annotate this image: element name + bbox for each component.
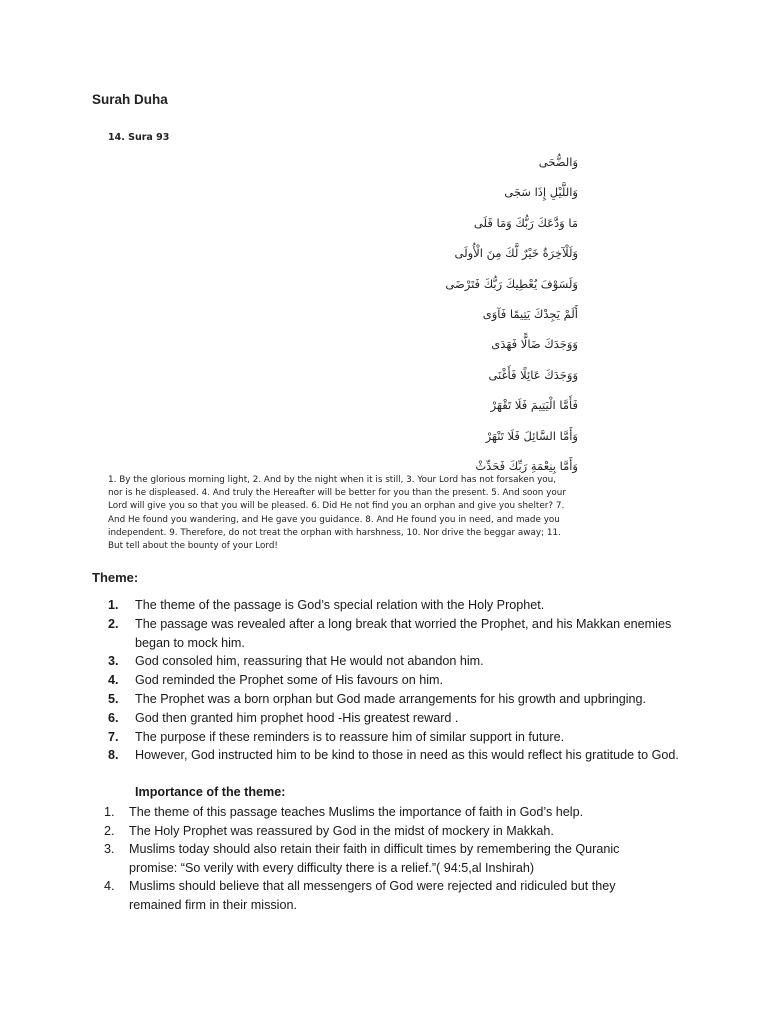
theme-list [108, 596, 698, 765]
theme-item [108, 615, 698, 653]
arabic-verses [178, 150, 578, 484]
item-text: God then granted him prophet hood -His greatest reward . [135, 710, 459, 725]
item-number: 3. [108, 654, 119, 669]
item-number: 1. [108, 598, 119, 612]
item-text: The passage was revealed after a long break that worried the Prophet, and his Makkan enemies began to mock him. [135, 616, 672, 650]
arabic-verse: وَاللَّيْلِ إِذَا سَجَى [504, 185, 578, 200]
page-title: Surah Duha [92, 92, 168, 107]
translation-paragraph: 1. By the glorious morning light, 2. And by the night when it is still, 3. Your Lord has not forsaken you, nor is he displeased. 4. And truly the Hereafter will be better for you than the present. 5. And soon your Lord will give you so that you will be pleased. 6. Did He not find you an orphan and give you shelter? 7. And He found you wandering, and He gave you guidance. 8. And He found you in need, and made you independent. 9. Therefore, do not treat the orphan with harshness, 10. Nor drive the beggar away; 11. But tell about the bounty of your Lord! [108, 475, 566, 552]
item-number: 2. [108, 616, 119, 631]
arabic-verse: فَأَمَّا الْيَتِيمَ فَلَا تَقْهَرْ [490, 398, 578, 413]
arabic-verse: وَلَسَوْفَ يُعْطِيكَ رَبُّكَ فَتَرْضَى [445, 276, 578, 291]
item-text: God consoled him, reassuring that He would not abandon him. [135, 654, 484, 669]
item-number: 1. [104, 805, 115, 819]
item-text: God reminded the Prophet some of His favours on him. [135, 673, 443, 688]
item-number: 6. [108, 710, 119, 725]
theme-item [108, 690, 698, 709]
theme-item [108, 652, 698, 671]
theme-item [108, 709, 698, 728]
arabic-verse: أَلَمْ يَجِدْكَ يَتِيمًا فَآوَى [482, 306, 578, 321]
importance-item [104, 840, 664, 877]
item-number: 3. [104, 842, 115, 857]
item-text: The Holy Prophet was reassured by God in the midst of mockery in Makkah. [129, 823, 554, 838]
item-number: 4. [104, 879, 115, 894]
theme-heading: Theme: [92, 570, 139, 585]
arabic-verse: وَالضُّحَى [538, 155, 578, 169]
sura-reference: 14. Sura 93 [108, 132, 170, 143]
item-text: However, God instructed him to be kind to those in need as this would reflect his gratitude to God. [135, 748, 679, 763]
arabic-verse: وَوَجَدَكَ ضَالًّا فَهَدَى [491, 337, 578, 352]
arabic-verse: مَا وَدَّعَكَ رَبُّكَ وَمَا قَلَى [473, 215, 578, 230]
importance-list [104, 803, 664, 915]
theme-item [108, 728, 698, 747]
item-text: Muslims should believe that all messengers of God were rejected and ridiculed but they remained firm in their mission. [129, 879, 616, 912]
item-number: 5. [108, 691, 119, 706]
item-number: 8. [108, 748, 119, 763]
item-text: The Prophet was a born orphan but God made arrangements for his growth and upbringing. [135, 691, 647, 706]
importance-item [104, 803, 664, 822]
importance-item [104, 877, 664, 914]
item-number: 2. [104, 823, 115, 838]
item-text: The theme of this passage teaches Muslims the importance of faith in God’s help. [129, 805, 584, 819]
importance-item [104, 822, 664, 841]
theme-item [108, 671, 698, 690]
arabic-verse: وَوَجَدَكَ عَائِلًا فَأَغْنَى [488, 367, 578, 382]
arabic-verse: وَلَلْآخِرَةُ خَيْرٌ لَّكَ مِنَ الْأُولَى [454, 246, 578, 261]
item-text: The theme of the passage is God’s special relation with the Holy Prophet. [135, 598, 545, 612]
importance-heading: Importance of the theme: [135, 785, 286, 799]
theme-item [108, 746, 698, 765]
item-number: 7. [108, 729, 119, 744]
item-text: Muslims today should also retain their faith in difficult times by remembering the Quranic promise: “So verily with every difficulty there is a relief.”( 94:5,al Inshirah) [129, 842, 620, 875]
item-number: 4. [108, 673, 119, 688]
arabic-verse: وَأَمَّا السَّائِلَ فَلَا تَنْهَرْ [485, 428, 578, 443]
arabic-verse: وَأَمَّا بِنِعْمَةِ رَبِّكَ فَحَدِّثْ [475, 458, 578, 473]
theme-item [108, 596, 698, 615]
item-text: The purpose if these reminders is to reassure him of similar support in future. [135, 729, 565, 744]
